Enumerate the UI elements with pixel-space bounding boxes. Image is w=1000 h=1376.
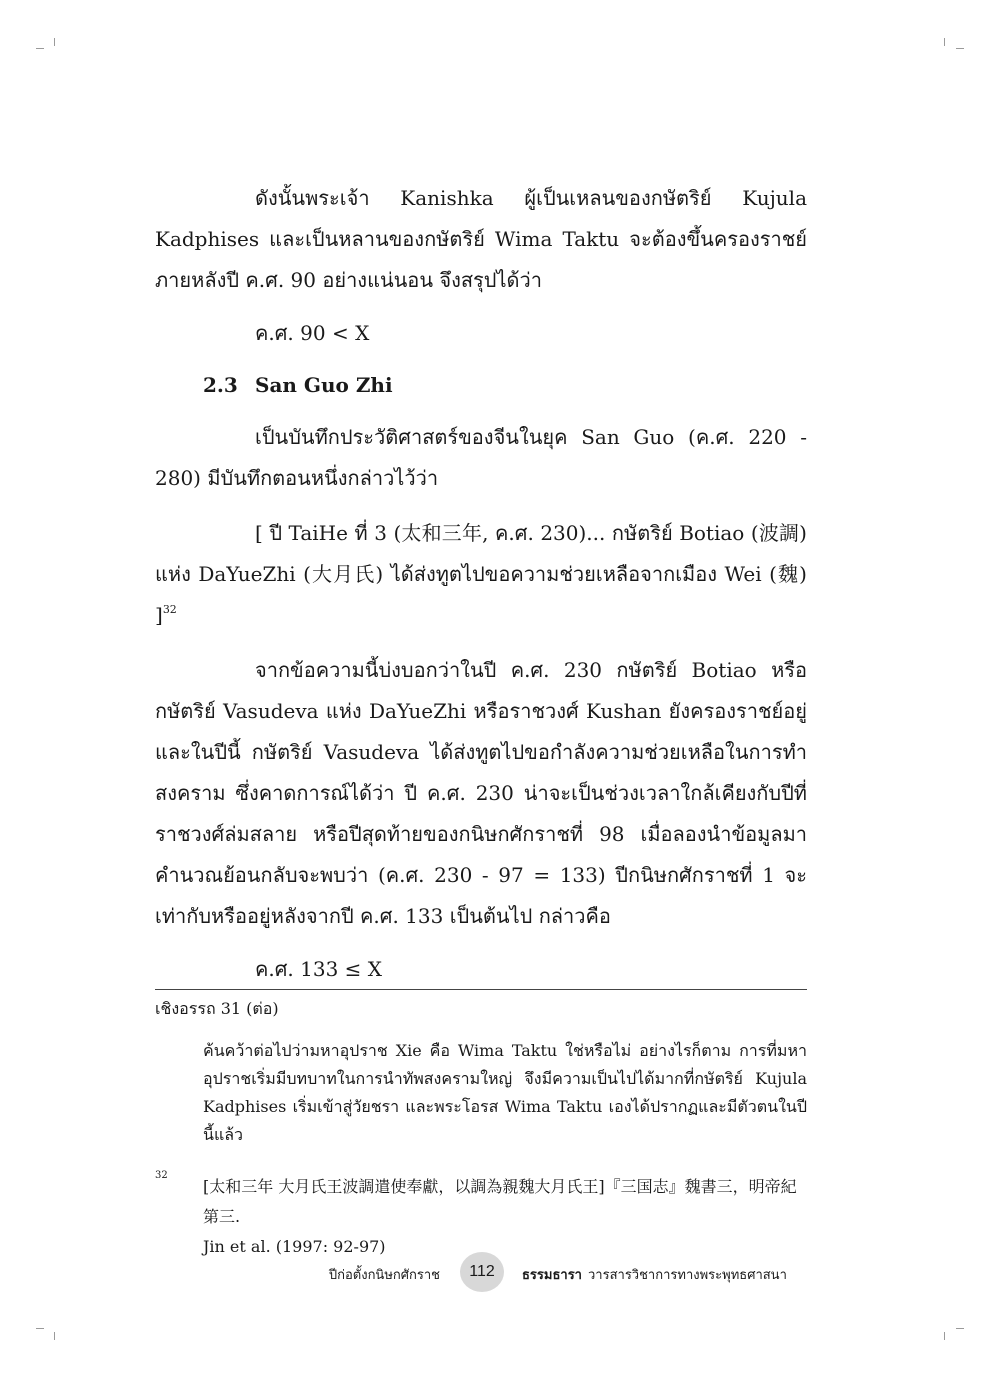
formula-ad90: ค.ศ. 90 < X: [255, 321, 370, 345]
crop-mark: [36, 48, 44, 49]
paragraph-san-guo: เป็นบันทึกประวัติศาสตร์ของจีนในยุค San Guo (ค.ศ. 220 - 280) มีบันทึกตอนหนึ่งกล่าวไว้ว่า: [155, 425, 807, 490]
footnote-32-citation: Jin et al. (1997: 92-97): [203, 1237, 386, 1256]
crop-mark: [54, 1332, 55, 1340]
section-number: 2.3: [203, 373, 238, 397]
crop-mark: [956, 1328, 964, 1329]
quote-taihe: [155, 513, 807, 636]
formula-ad133: ค.ศ. 133 ≤ X: [255, 957, 383, 981]
journal-subtitle: วารสารวิชาการทางพระพุทธศาสนา: [588, 1268, 787, 1283]
footnote-31-continued: ค้นคว้าต่อไปว่ามหาอุปราช Xie คือ Wima Taktu ใช่หรือไม่ อย่างไรก็ตาม การที่มหาอุปราชเริ่มมีบทบาทในการนำทัพสงครามใหญ่ จึงมีความเป็นไปได้มากที่กษัตริย์ Kujula Kadphises เริ่มเข้าสู่วัยชรา และพระโอรส Wima Taktu เองได้ปรากฏและมีตัวตนในปีนี้แล้ว: [203, 1041, 807, 1144]
quote-text: [ ปี TaiHe ที่ 3 (太和三年, ค.ศ. 230)... กษัตริย์ Botiao (波調) แห่ง DaYueZhi (大月氏) ได้ส่งทูตไปขอความช่วยเหลือจากเมือง Wei (魏) ]: [155, 521, 807, 627]
footnote-ref-32: 32: [162, 603, 177, 616]
footer-article-title: ปีก่อตั้งกนิษกศักราช: [328, 1268, 440, 1283]
section-heading: [155, 365, 807, 405]
section-title: San Guo Zhi: [255, 373, 393, 397]
crop-mark: [54, 38, 55, 46]
footnote-divider: [155, 989, 807, 990]
footer-journal: [522, 1264, 787, 1285]
page-footer: [0, 1252, 1000, 1292]
crop-mark: [36, 1328, 44, 1329]
footnote-32: [203, 1172, 807, 1262]
paragraph-kanishka: ดังนั้นพระเจ้า Kanishka ผู้เป็นเหลนของกษัตริย์ Kujula Kadphises และเป็นหลานของกษัตริย์ Wima Taktu จะต้องขึ้นครองราชย์ภายหลังปี ค.ศ. 90 อย่างแน่นอน จึงสรุปได้ว่า: [155, 186, 807, 292]
footnote-continued-title: เชิงอรรถ 31 (ต่อ): [155, 999, 279, 1018]
journal-name: ธรรมธารา: [522, 1268, 582, 1283]
footnote-32-source: [太和三年 大月氏王波調遣使奉獻，以調為親魏大月氏王]『三国志』魏書三，明帝紀第三.: [203, 1177, 797, 1226]
crop-mark: [956, 48, 964, 49]
main-text: [155, 178, 807, 989]
crop-mark: [944, 38, 945, 46]
crop-mark: [944, 1332, 945, 1340]
paragraph-vasudeva: จากข้อความนี้บ่งบอกว่าในปี ค.ศ. 230 กษัตริย์ Botiao หรือกษัตริย์ Vasudeva แห่ง DaYueZhi หรือราชวงศ์ Kushan ยังครองราชย์อยู่และในปีนี้ กษัตริย์ Vasudeva ได้ส่งทูตไปขอกำลังความช่วยเหลือในการทำสงคราม ซึ่งคาดการณ์ได้ว่า ปี ค.ศ. 230 น่าจะเป็นช่วงเวลาใกล้เคียงกับปีที่ราชวงศ์ล่มสลาย หรือปีสุดท้ายของกนิษกศักราชที่ 98 เมื่อลองนำข้อมูลมาคำนวณย้อนกลับจะพบว่า (ค.ศ. 230 - 97 = 133) ปีกนิษกศักราชที่ 1 จะเท่ากับหรืออยู่หลังจากปี ค.ศ. 133 เป็นต้นไป กล่าวคือ: [155, 658, 807, 928]
page-number: 112: [460, 1252, 504, 1292]
footnote-32-number: 32: [155, 1170, 168, 1181]
